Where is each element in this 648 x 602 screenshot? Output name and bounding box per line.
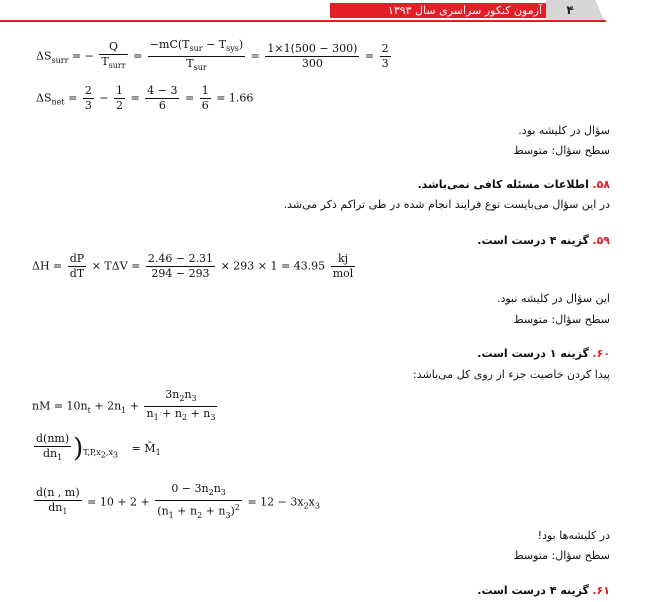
question-61-heading	[477, 584, 610, 598]
note-line: سؤال در کلیشه بود.	[518, 124, 610, 137]
equation-enthalpy: ΔH = $\frac{dP}{dT}$ × TΔV = $\frac{2.46 - 2.31}{294 - 293}$ × 293 × 1 = 43.95 $\frac{kj}{\text{mol}}$	[32, 252, 354, 280]
question-59-heading	[477, 234, 610, 248]
question-number: ۶۱.	[592, 584, 610, 597]
question-58-heading	[417, 178, 610, 192]
equation-partial-molar: $\frac{d(nm)}{dn_1}$ )$_{T,P,x_2,x_3}$ = $M̄_1$	[36, 432, 161, 464]
note-line: در کلیشه‌ها بود!	[537, 529, 610, 542]
question-title: گزینه ۴ درست است.	[477, 234, 589, 247]
header-rule	[0, 20, 606, 22]
difficulty-line: سطح سؤال: متوسط	[513, 144, 610, 157]
question-number: ۵۸.	[592, 178, 610, 191]
question-number: ۶۰.	[592, 347, 610, 360]
question-number: ۵۹.	[592, 234, 610, 247]
question-title: گزینه ۱ درست است.	[477, 347, 589, 360]
question-58-body: در این سؤال می‌بایست نوع فرایند انجام شده در طی تراکم ذکر می‌شد.	[283, 198, 610, 211]
question-title: گزینه ۴ درست است.	[477, 584, 589, 597]
question-60-body: پیدا کردن خاصیت جزء از روی کل می‌باشد:	[413, 368, 610, 381]
question-60-heading	[477, 347, 610, 361]
header-title: آزمون کنکور سراسری سال ۱۳۹۳	[387, 4, 542, 17]
note-line: این سؤال در کلیشه نبود.	[496, 292, 610, 305]
page-number: ۴	[566, 3, 574, 17]
question-title: اطلاعات مسئله کافی نمی‌باشد.	[417, 178, 589, 191]
difficulty-line: سطح سؤال: متوسط	[513, 313, 610, 326]
page-header	[0, 0, 648, 22]
equation-molar-property: nM = $10n_t + 2n_1$ + $\frac{3n_2n_3}{n_1 + n_2 + n_3}$	[32, 388, 216, 423]
difficulty-line: سطح سؤال: متوسط	[513, 549, 610, 562]
equation-entropy-surroundings: $\Delta S_{surr}$ = − $\frac{Q}{T_{surr}}$ = $\frac{-mC(T_{sur} - T_{sys})}{T_{sur}}$ = $\frac{1\times 1(500 - 300)}{300}$ = $\frac{2}{3}$	[36, 38, 389, 73]
equation-entropy-net: $\Delta S_{net}$ = $\frac{2}{3}$ − $\frac{1}{2}$ = $\frac{4 - 3}{6}$ = $\frac{1}{6}$ = 1.66	[36, 84, 254, 112]
equation-derivative: $\frac{d(n , m)}{dn_1}$ = 10 + 2 + $\frac{0 - 3n_2n_3}{(n_1 + n_2 + n_3)^2}$ = $12 - 3x_2x_3$	[36, 482, 320, 521]
